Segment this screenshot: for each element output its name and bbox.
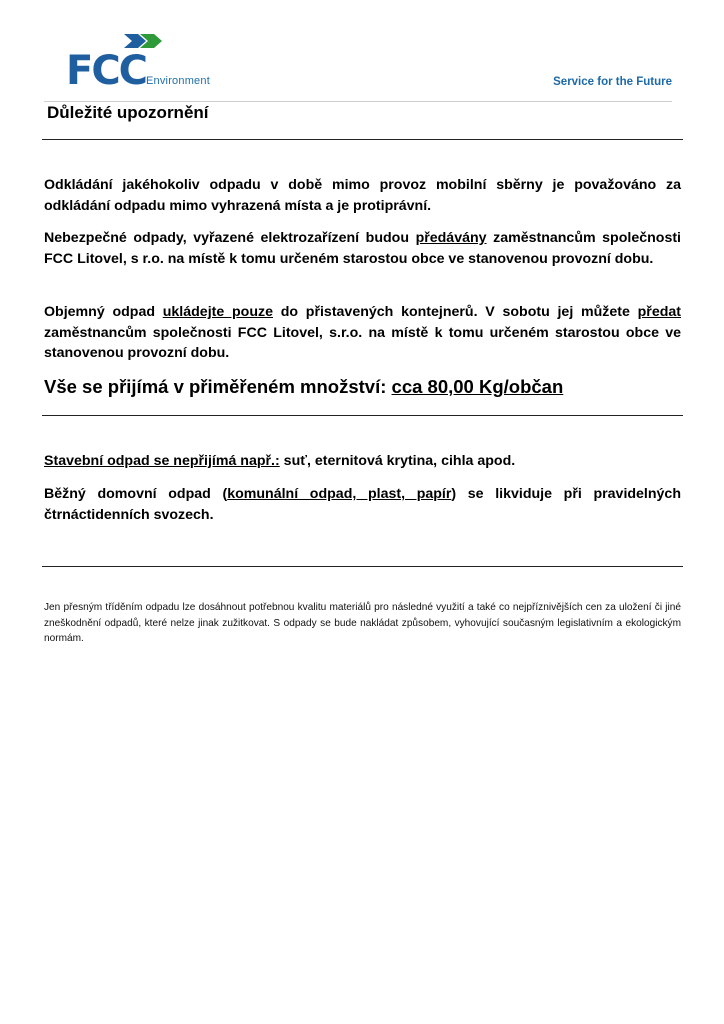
footer-note: Jen přesným tříděním odpadu lze dosáhnout potřebnou kvalitu materiálů pro následné využití a také co nejpříznivějších cen za uložení či jiné zneškodnění odpadů, které nelze jinak zužitkovat. S odpady se bude nakládat způsobem, vyhovující současným legislativním a ekologickým normám. bbox=[44, 602, 681, 644]
paragraph-5-underlined: komunální odpad, plast, papír bbox=[227, 486, 452, 502]
fcc-logo bbox=[66, 32, 226, 92]
quantity-limit-text: Vše se přijímá v přiměřeném množství: bbox=[44, 376, 392, 397]
paragraph-5 bbox=[44, 484, 681, 525]
logo-brand-text: FCC bbox=[66, 48, 147, 92]
header-tagline: Service for the Future bbox=[553, 76, 672, 88]
paragraph-5-text-a: Běžný domovní odpad ( bbox=[44, 486, 228, 502]
paragraph-4-text: suť, eternitová krytina, cihla apod. bbox=[279, 453, 516, 469]
paragraph-3-underlined-1: ukládejte pouze bbox=[162, 304, 273, 320]
paragraph-3-text-c: zaměstnancům společnosti FCC Litovel, s.r.o. na místě k tomu určeném starostou obce ve stanovenou provozní dobu. bbox=[44, 324, 681, 361]
divider-middle bbox=[42, 415, 683, 416]
divider-top bbox=[42, 139, 683, 140]
paragraph-4-underlined: Stavební odpad se nepřijímá např.: bbox=[44, 453, 280, 469]
page-title: Důležité upozornění bbox=[47, 103, 209, 122]
paragraph-1: Odkládání jakéhokoliv odpadu v době mimo provoz mobilní sběrny je považováno za odkládání odpadu mimo vyhrazená místa a je protiprávní. bbox=[44, 177, 681, 214]
logo-environment-label: Environment bbox=[146, 75, 210, 87]
paragraph-4 bbox=[44, 451, 681, 472]
paragraph-2 bbox=[44, 228, 681, 269]
header-divider bbox=[44, 101, 672, 102]
paragraph-2-text-a: Nebezpečné odpady, vyřazené elektrozařízení budou bbox=[44, 230, 416, 246]
paragraph-3-text-b: do přistavených kontejnerů. V sobotu jej můžete bbox=[272, 304, 638, 320]
divider-bottom bbox=[42, 566, 683, 567]
quantity-limit-notice bbox=[44, 376, 563, 398]
paragraph-2-underlined: předávány bbox=[415, 230, 487, 246]
page-header bbox=[0, 0, 724, 122]
paragraph-5-text-b: ) se likviduje při pravidelných čtrnáctidenních svozech. bbox=[44, 486, 681, 523]
quantity-limit-value: cca 80,00 Kg/občan bbox=[391, 376, 564, 397]
paragraph-3-underlined-2: předat bbox=[637, 304, 681, 320]
paragraph-3 bbox=[44, 302, 681, 364]
paragraph-2-text-b: zaměstnancům společnosti FCC Litovel, s r.o. na místě k tomu určeném starostou obce ve stanovenou provozní dobu. bbox=[44, 230, 682, 267]
paragraph-3-text-a: Objemný odpad bbox=[44, 304, 163, 320]
